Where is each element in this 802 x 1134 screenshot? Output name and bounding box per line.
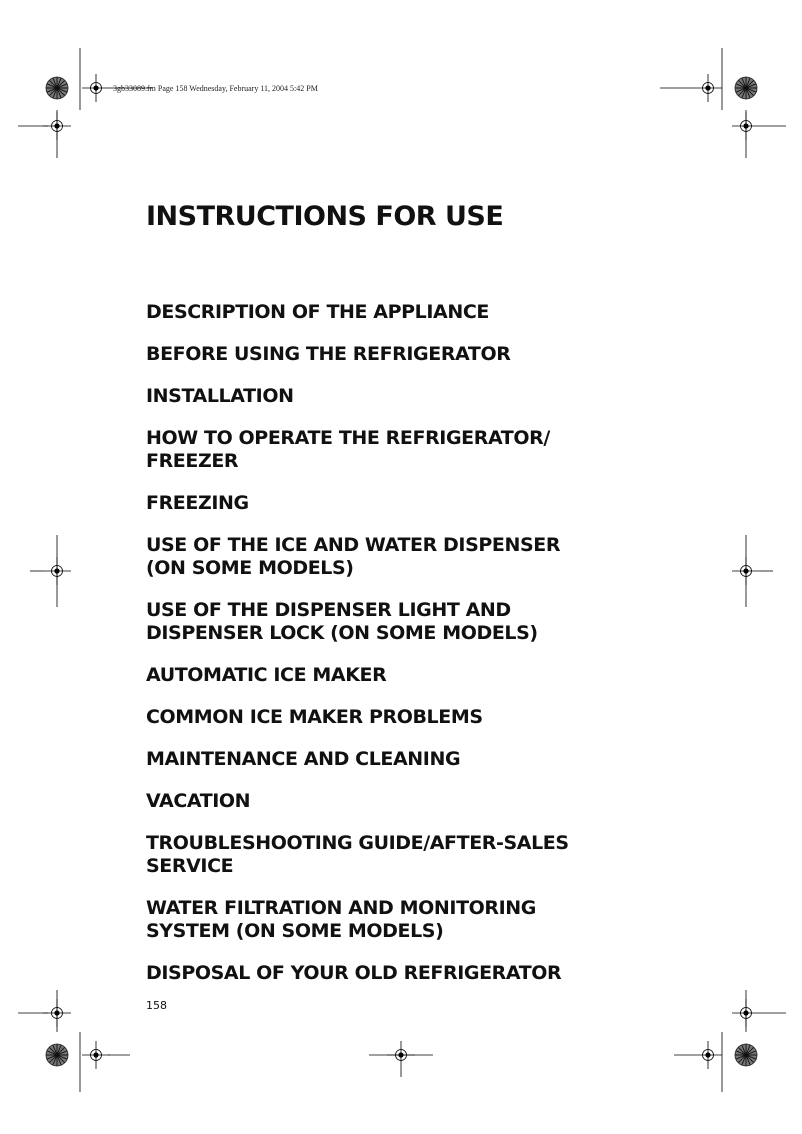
registration-mark-icon: [694, 1041, 722, 1069]
registration-mark-icon: [732, 112, 760, 140]
page-title: INSTRUCTIONS FOR USE: [146, 201, 504, 232]
contents-item: COMMON ICE MAKER PROBLEMS: [146, 706, 483, 728]
color-bar-star-icon: [46, 1044, 68, 1066]
registration-mark-icon: [43, 999, 71, 1027]
contents-item: TROUBLESHOOTING GUIDE/AFTER-SALES SERVICE: [146, 832, 569, 877]
registration-mark-left-icon: [30, 535, 71, 607]
contents-item: INSTALLATION: [146, 385, 294, 407]
contents-item: HOW TO OPERATE THE REFRIGERATOR/ FREEZER: [146, 427, 550, 472]
registration-mark-icon: [82, 1041, 110, 1069]
registration-mark-right-icon: [732, 535, 773, 607]
contents-item: DESCRIPTION OF THE APPLIANCE: [146, 301, 489, 323]
contents-item: BEFORE USING THE REFRIGERATOR: [146, 343, 511, 365]
color-bar-star-icon: [735, 1044, 757, 1066]
crop-marks-bottom-left: [18, 990, 130, 1092]
registration-mark-icon: [694, 74, 722, 102]
registration-mark-icon: [43, 112, 71, 140]
page-number: 158: [146, 999, 167, 1012]
color-bar-star-icon: [735, 77, 757, 99]
contents-item: WATER FILTRATION AND MONITORING SYSTEM (ON SOME MODELS): [146, 897, 536, 942]
crop-marks-top-left: [18, 48, 152, 158]
contents-item: MAINTENANCE AND CLEANING: [146, 748, 461, 770]
crop-marks-bottom-right: [674, 990, 786, 1092]
registration-mark-bottom-center-icon: [369, 1041, 433, 1077]
contents-item: FREEZING: [146, 492, 249, 514]
contents-item: VACATION: [146, 790, 251, 812]
contents-item: DISPOSAL OF YOUR OLD REFRIGERATOR: [146, 962, 562, 984]
registration-mark-icon: [82, 74, 110, 102]
registration-mark-icon: [732, 999, 760, 1027]
crop-marks-top-right: [660, 48, 786, 158]
contents-item: USE OF THE DISPENSER LIGHT AND DISPENSER LOCK (ON SOME MODELS): [146, 599, 538, 644]
color-bar-star-icon: [46, 77, 68, 99]
contents-item: AUTOMATIC ICE MAKER: [146, 664, 387, 686]
contents-item: USE OF THE ICE AND WATER DISPENSER (ON SOME MODELS): [146, 534, 561, 579]
print-slug: 3gb33089.fm Page 158 Wednesday, February 11, 2004 5:42 PM: [113, 84, 318, 93]
